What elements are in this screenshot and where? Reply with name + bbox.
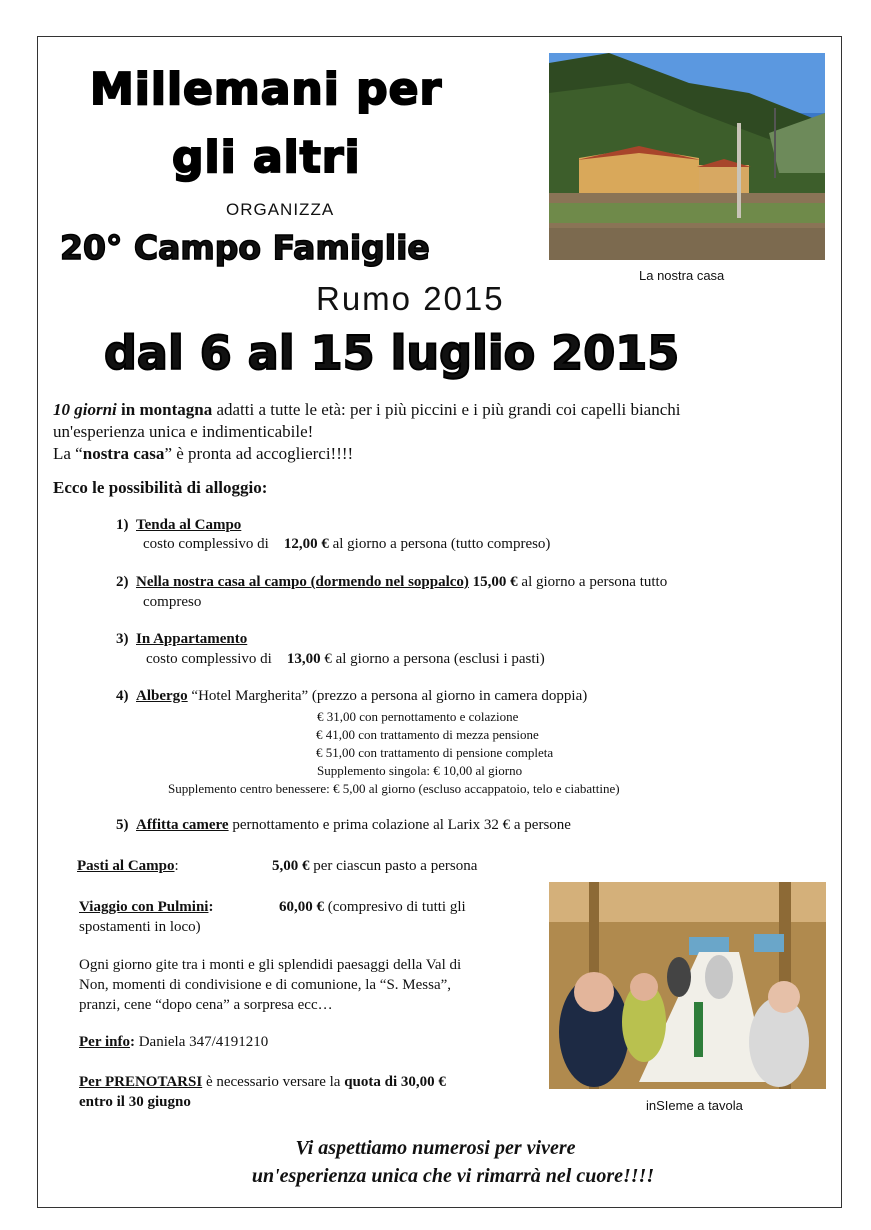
event-title: 20° Campo Famiglie	[60, 228, 430, 267]
meals-detail	[272, 857, 477, 876]
booking-text: è necessario versare la	[202, 1074, 345, 1090]
accommodation-heading	[53, 477, 267, 498]
booking-line-1	[79, 1073, 446, 1092]
option-3-title	[116, 630, 247, 649]
option-2-price: 15,00 €	[468, 574, 518, 590]
intro-text-3a: La “	[53, 444, 83, 463]
booking-deadline: entro il 30 giugno	[79, 1094, 191, 1110]
option-3-price: 13,00	[286, 651, 321, 667]
intro-days: 10 giorni	[53, 400, 117, 419]
option-3-text-b: € al giorno a persona (esclusi i pasti)	[320, 651, 545, 667]
option-2-title	[116, 573, 667, 592]
option-5-text-a: pernottamento e prima colazione al Larix 32 € a persone	[228, 817, 571, 833]
dining-photo	[549, 882, 826, 1089]
option-4-text-a: “Hotel Margherita” (prezzo a persona al giorno in camera doppia)	[187, 688, 588, 704]
house-photo-caption: La nostra casa	[639, 268, 725, 283]
option-1-detail	[143, 535, 550, 554]
travel-label-text: Viaggio con Pulmini	[79, 899, 209, 915]
dining-photo-caption: inSIeme a tavola	[646, 1098, 743, 1113]
intro-line-1	[53, 399, 843, 420]
info-label: Per info	[79, 1034, 130, 1050]
option-1-price: 12,00 €	[283, 536, 329, 552]
daily-line-1: Ogni giorno gite tra i monti e gli splendidi paesaggi della Val di	[79, 957, 462, 973]
option-5-title-text: Affitta camere	[136, 817, 229, 833]
option-2-text-b: al giorno a persona tutto	[517, 574, 668, 590]
info-line	[79, 1033, 268, 1052]
accommodation-heading-text: Ecco le possibilità di alloggio:	[53, 478, 268, 497]
organizza-label: ORGANIZZA	[226, 200, 335, 219]
title-line-1: Millemani per	[90, 64, 443, 115]
option-1-text-a: costo complessivo di	[143, 536, 269, 552]
option-4-number: 4)	[116, 688, 129, 704]
option-4-title	[116, 687, 587, 706]
intro-text-3c: ” è pronta ad accoglierci!!!!	[164, 444, 354, 463]
option-4-rate-2: € 41,00 con trattamento di mezza pensione	[316, 727, 539, 742]
meals-label-text: Pasti al Campo	[77, 858, 175, 874]
travel-text: (compresivo di tutti gli	[324, 899, 466, 915]
intro-nostra-casa: nostra casa	[82, 444, 165, 463]
intro-mountain: in montagna	[121, 400, 213, 419]
option-1-text-b: al giorno a persona (tutto compreso)	[328, 536, 551, 552]
info-text: Daniela 347/4191210	[134, 1034, 269, 1050]
event-dates: dal 6 al 15 luglio 2015	[104, 326, 680, 380]
option-3-text-a: costo complessivo di	[146, 651, 272, 667]
option-4-title-text: Albergo	[136, 688, 188, 704]
meals-price: 5,00 €	[272, 858, 310, 874]
title-line-2: gli altri	[172, 132, 361, 183]
daily-line-3: pranzi, cene “dopo cena” a sorpresa ecc…	[79, 997, 333, 1013]
travel-detail	[279, 898, 466, 917]
closing-line-1: Vi aspettiamo numerosi per vivere	[295, 1137, 576, 1159]
booking-quota: quota di 30,00 €	[344, 1074, 446, 1090]
meals-colon: :	[174, 858, 179, 874]
travel-label	[79, 898, 213, 917]
intro-line-2: un'esperienza unica e indimenticabile!	[53, 422, 314, 441]
option-1-number: 1)	[116, 517, 129, 533]
option-3-number: 3)	[116, 631, 129, 647]
info-colon: :	[129, 1034, 135, 1050]
intro-text-1: adatti a tutte le età: per i più piccini e i più grandi coi capelli bianchi	[212, 400, 681, 419]
booking-line-2	[79, 1093, 191, 1112]
option-2-title-text: Nella nostra casa al campo (dormendo nel soppalco)	[136, 574, 469, 590]
option-3-detail	[146, 650, 545, 669]
option-2-detail: compreso	[143, 594, 202, 610]
daily-line-2: Non, momenti di condivisione e di comunione, la “S. Messa”,	[79, 977, 452, 993]
meals-label	[77, 857, 179, 876]
option-5-title	[116, 816, 571, 835]
booking-label: Per PRENOTARSI	[79, 1074, 203, 1090]
option-4-rate-4: Supplemento singola: € 10,00 al giorno	[317, 763, 523, 778]
option-5-number: 5)	[116, 817, 129, 833]
option-1-title	[116, 516, 241, 535]
house-photo	[549, 53, 825, 260]
intro-line-3	[53, 443, 353, 464]
travel-price: 60,00 €	[279, 899, 324, 915]
option-3-title-text: In Appartamento	[136, 631, 248, 647]
option-4-rate-3: € 51,00 con trattamento di pensione completa	[316, 745, 554, 760]
closing-line-2: un'esperienza unica che vi rimarrà nel cuore!!!!	[251, 1165, 655, 1187]
option-1-title-text: Tenda al Campo	[136, 517, 242, 533]
option-4-rate-1: € 31,00 con pernottamento e colazione	[317, 709, 519, 724]
travel-colon: :	[208, 899, 214, 915]
travel-detail-2: spostamenti in loco)	[79, 919, 201, 935]
option-2-number: 2)	[116, 574, 129, 590]
option-4-rate-5: Supplemento centro benessere: € 5,00 al giorno (escluso accappatoio, telo e ciabattine)	[168, 781, 620, 796]
event-place: Rumo 2015	[316, 280, 505, 317]
meals-text: per ciascun pasto a persona	[309, 858, 478, 874]
